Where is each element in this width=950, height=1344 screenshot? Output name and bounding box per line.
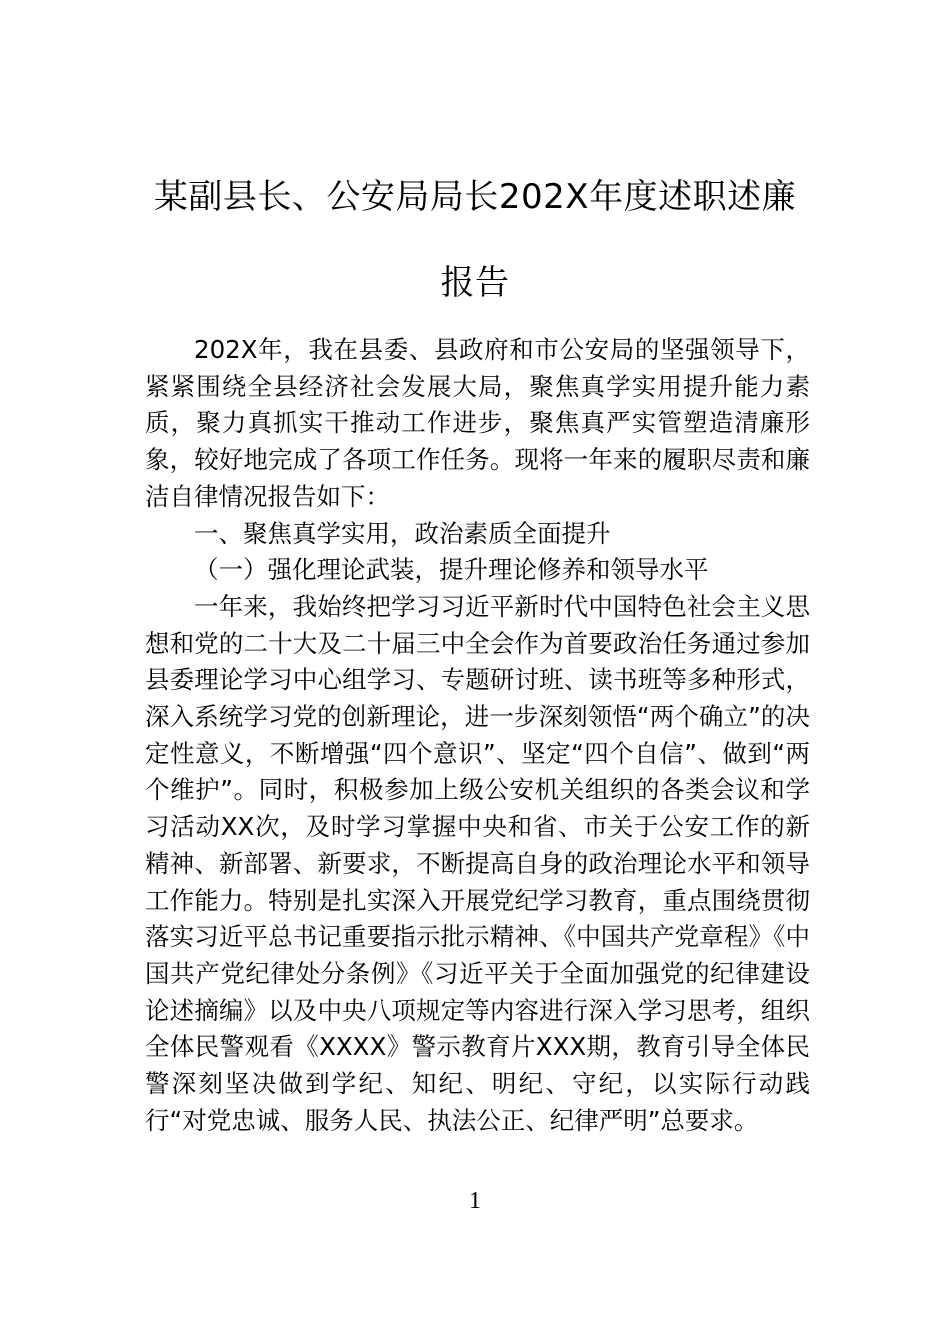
section-heading-1: 一、聚焦真学实用，政治素质全面提升 <box>194 518 611 548</box>
page-number: 1 <box>469 1188 481 1214</box>
document-title-line-1: 某副县长、公安局局长202X年度述职述廉 <box>153 177 797 217</box>
intro-paragraph: 202X年，我在县委、县政府和市公安局的坚强领导下，紧紧围绕全县经济社会发展大局，聚焦真学实用提升能力素质，聚力真抓实干推动工作进步，聚焦真严实管塑造清廉形象，较好地完成了各项工作任务。现将一年来的履职尽责和廉洁自律情况报告如下： <box>145 335 810 511</box>
document-title-line-2: 报告 <box>440 263 510 303</box>
subsection-heading-1: （一）强化理论武装，提升理论修养和领导水平 <box>194 555 709 585</box>
document-body <box>145 332 810 1139</box>
body-paragraph-1: 一年来，我始终把学习习近平新时代中国特色社会主义思想和党的二十大及二十届三中全会作为首要政治任务通过参加县委理论学习中心组学习、专题研讨班、读书班等多种形式，深入系统学习党的创新理论，进一步深刻领悟“两个确立”的决定性意义，不断增强“四个意识”、坚定“四个自信”、做到“两个维护”。同时，积极参加上级公安机关组织的各类会议和学习活动XX次，及时学习掌握中央和省、市关于公安工作的新精神、新部署、新要求，不断提高自身的政治理论水平和领导工作能力。特别是扎实深入开展党纪学习教育，重点围绕贯彻落实习近平总书记重要指示批示精神、《中国共产党章程》《中国共产党纪律处分条例》《习近平关于全面加强党的纪律建设论述摘编》以及中央八项规定等内容进行深入学习思考，组织全体民警观看《XXXX》警示教育片XXX期，教育引导全体民警深刻坚决做到学纪、知纪、明纪、守纪，以实际行动践行“对党忠诚、服务人民、执法公正、纪律严明”总要求。 <box>145 591 810 1135</box>
document-title <box>120 154 830 326</box>
